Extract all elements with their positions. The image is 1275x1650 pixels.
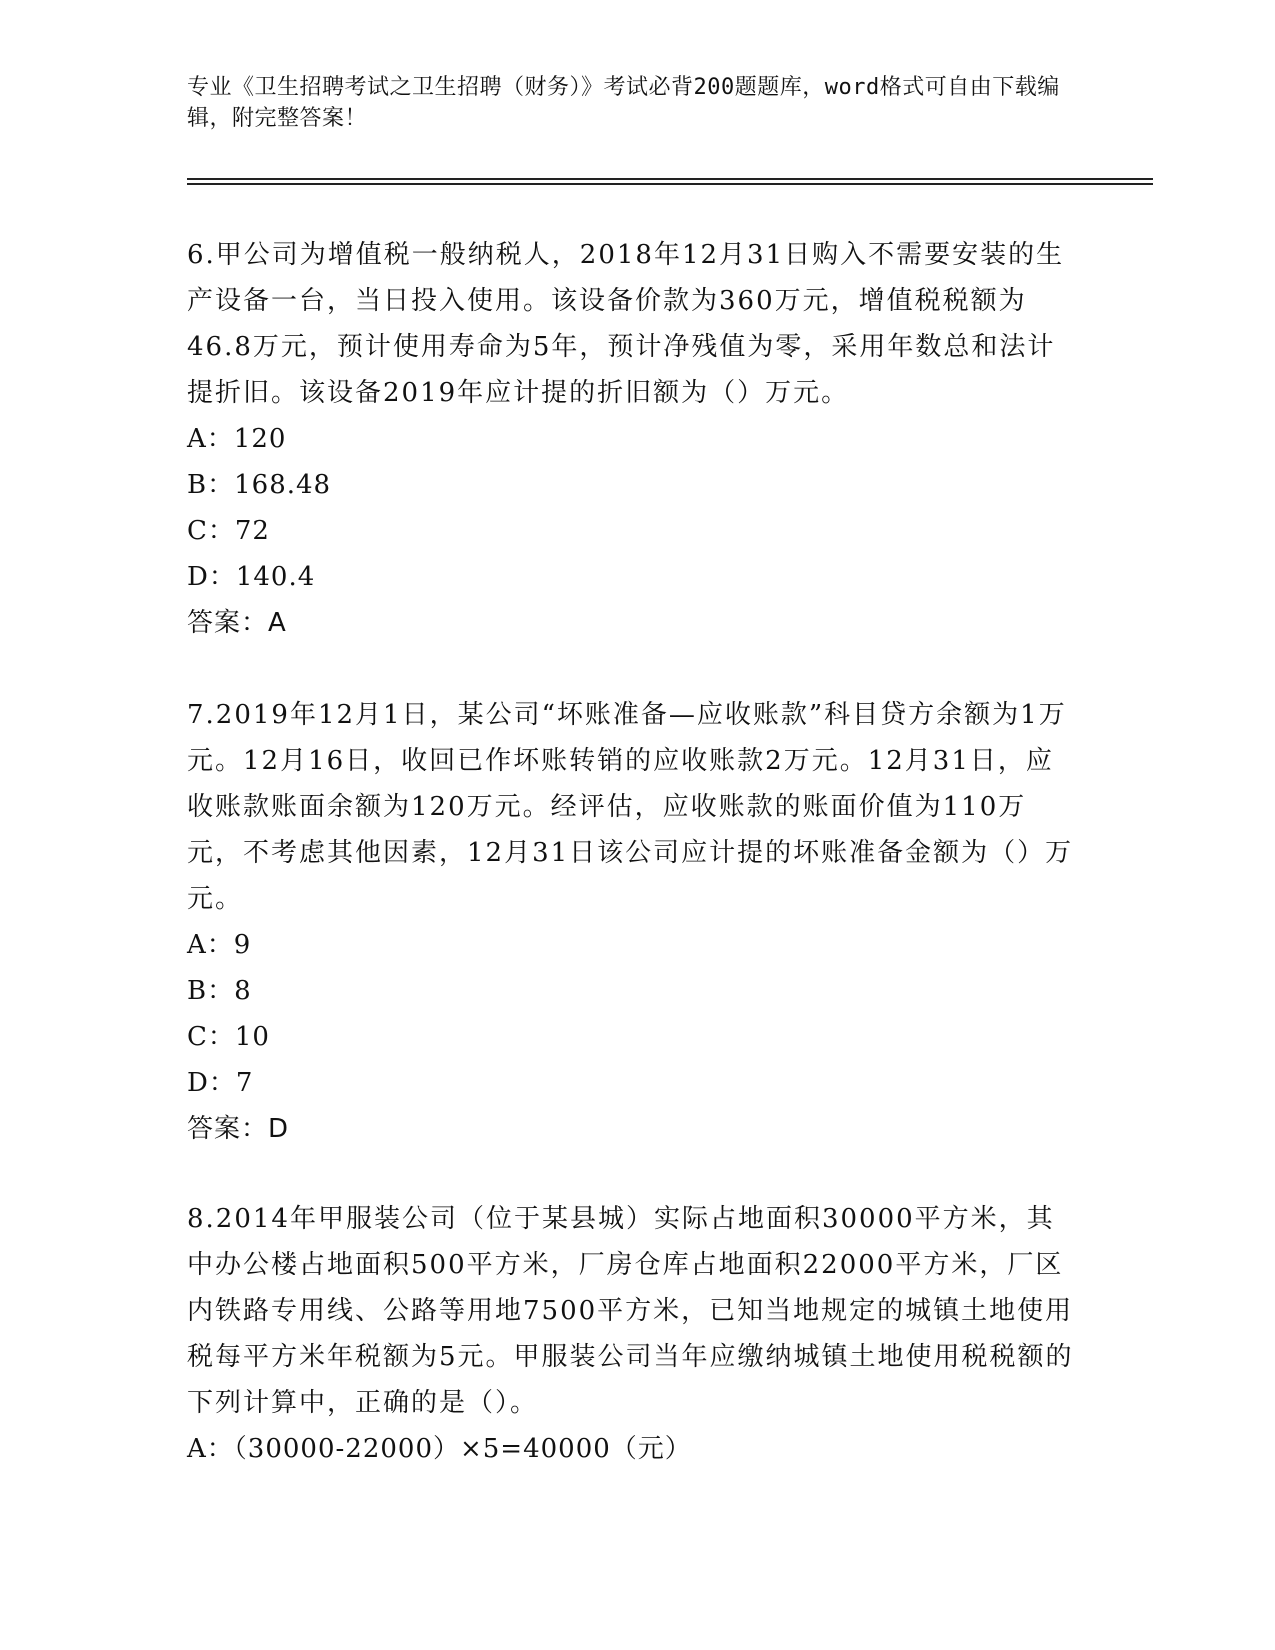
option-a: A：120 bbox=[187, 424, 287, 454]
option-c: C：10 bbox=[187, 1022, 270, 1052]
header-rule-top bbox=[187, 178, 1153, 180]
option-a: A：（30000-22000）×5=40000（元） bbox=[187, 1434, 692, 1464]
option-b: B：8 bbox=[187, 976, 252, 1006]
answer-line: 答案：D bbox=[187, 1114, 290, 1144]
option-d: D：140.4 bbox=[187, 562, 316, 592]
option-c: C：72 bbox=[187, 516, 270, 546]
document-header: 专业《卫生招聘考试之卫生招聘（财务）》考试必背200题题库，word格式可自由下载编辑，附完整答案！ bbox=[187, 75, 1060, 131]
question-6 bbox=[187, 232, 1077, 646]
question-stem: 8.2014年甲服装公司（位于某县城）实际占地面积30000平方米，其中办公楼占地面积500平方米，厂房仓库占地面积22000平方米，厂区内铁路专用线、公路等用地7500平方米，已知当地规定的城镇土地使用税每平方米年税额为5元。甲服装公司当年应缴纳城镇土地使用税税额的下列计算中，正确的是（）。 bbox=[187, 1204, 1074, 1418]
option-d: D：7 bbox=[187, 1068, 254, 1098]
question-8 bbox=[187, 1196, 1077, 1472]
answer-line: 答案：A bbox=[187, 608, 287, 638]
header-rule-bottom bbox=[187, 183, 1153, 185]
question-stem: 6.甲公司为增值税一般纳税人，2018年12月31日购入不需要安装的生产设备一台，当日投入使用。该设备价款为360万元，增值税税额为46.8万元，预计使用寿命为5年，预计净残值为零，采用年数总和法计提折旧。该设备2019年应计提的折旧额为（）万元。 bbox=[187, 240, 1065, 408]
option-a: A：9 bbox=[187, 930, 252, 960]
question-stem: 7.2019年12月1日，某公司“坏账准备—应收账款”科目贷方余额为1万元。12月16日，收回已作坏账转销的应收账款2万元。12月31日，应收账款账面余额为120万元。经评估，应收账款的账面价值为110万元，不考虑其他因素，12月31日该公司应计提的坏账准备金额为（）万元。 bbox=[187, 700, 1074, 914]
option-b: B：168.48 bbox=[187, 470, 332, 500]
question-7 bbox=[187, 692, 1077, 1152]
